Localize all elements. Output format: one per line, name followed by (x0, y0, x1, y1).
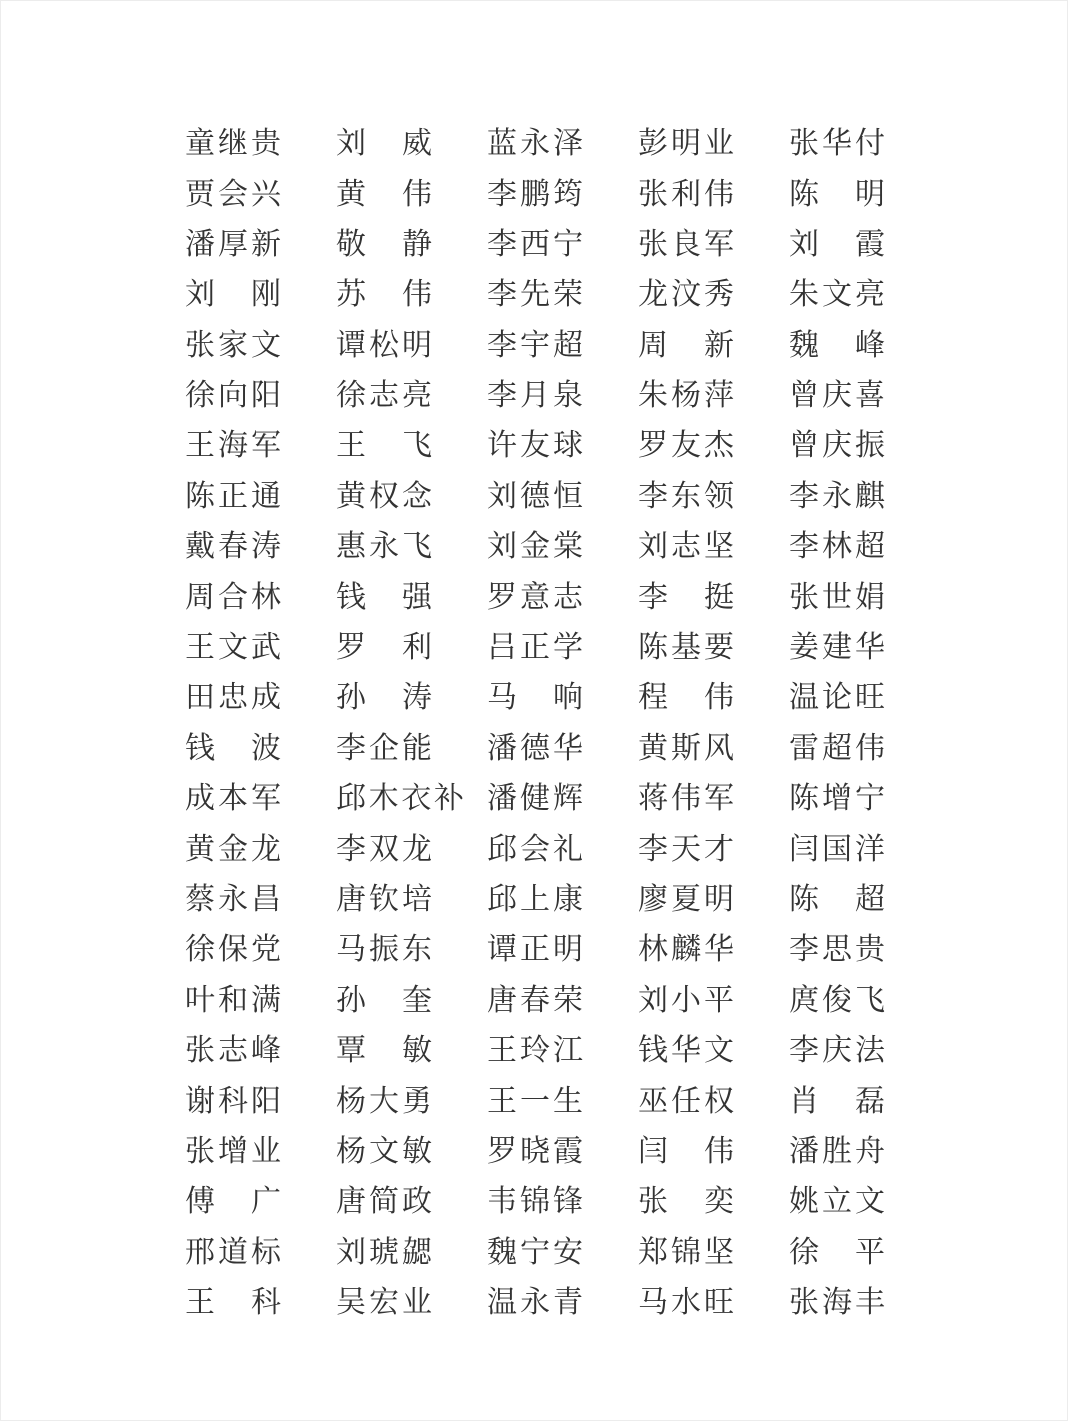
roster-cell (487, 472, 583, 522)
roster-name: 黄金龙 (185, 832, 281, 866)
name-roster (185, 119, 885, 1328)
roster-name: 苏伟 (336, 278, 432, 312)
roster-cell (336, 119, 432, 169)
roster-cell (789, 1278, 885, 1328)
roster-cell (789, 270, 885, 320)
roster-cell (336, 875, 432, 925)
roster-name: 杨文敏 (336, 1134, 432, 1168)
roster-cell (185, 673, 281, 723)
roster-cell (336, 1026, 432, 1076)
roster-cell (336, 169, 432, 219)
roster-cell (487, 169, 583, 219)
roster-name: 李永麒 (789, 479, 885, 513)
roster-name: 魏宁安 (487, 1235, 583, 1269)
roster-name: 王飞 (336, 429, 432, 463)
roster-name: 龙汶秀 (638, 278, 734, 312)
roster-name: 邢道标 (185, 1235, 281, 1269)
roster-name: 李林超 (789, 530, 885, 564)
roster-name: 张世娟 (789, 580, 885, 614)
roster-cell (789, 1026, 885, 1076)
roster-name: 刘威 (336, 127, 432, 161)
roster-cell (185, 774, 281, 824)
roster-cell (336, 1278, 432, 1328)
roster-name: 庹俊飞 (789, 983, 885, 1017)
roster-cell (336, 522, 432, 572)
roster-name: 马水旺 (638, 1286, 734, 1320)
roster-name: 戴春涛 (185, 530, 281, 564)
roster-cell (789, 421, 885, 471)
roster-name: 李思贵 (789, 933, 885, 967)
roster-cell (185, 724, 281, 774)
roster-name: 蒋伟军 (638, 782, 734, 816)
roster-name: 巫任权 (638, 1084, 734, 1118)
roster-name: 陈基要 (638, 631, 734, 665)
roster-name: 李挺 (638, 580, 734, 614)
roster-cell (638, 1228, 734, 1278)
roster-cell (336, 270, 432, 320)
roster-cell (638, 522, 734, 572)
roster-cell (487, 321, 583, 371)
roster-cell (638, 1026, 734, 1076)
roster-cell (185, 321, 281, 371)
roster-cell (638, 421, 734, 471)
roster-name: 陈明 (789, 177, 885, 211)
roster-name: 徐向阳 (185, 379, 281, 413)
roster-cell (185, 1177, 281, 1227)
roster-name: 吴宏业 (336, 1286, 432, 1320)
roster-cell (487, 925, 583, 975)
roster-cell (185, 421, 281, 471)
roster-cell (336, 976, 432, 1026)
roster-cell (638, 976, 734, 1026)
roster-cell (487, 673, 583, 723)
roster-name: 黄伟 (336, 177, 432, 211)
roster-name: 闫国洋 (789, 832, 885, 866)
roster-cell (487, 371, 583, 421)
roster-name: 许友球 (487, 429, 583, 463)
roster-name: 陈增宁 (789, 782, 885, 816)
roster-name: 刘志坚 (638, 530, 734, 564)
roster-name: 马响 (487, 681, 583, 715)
roster-cell (185, 1127, 281, 1177)
roster-name: 朱文亮 (789, 278, 885, 312)
roster-name: 傅广 (185, 1185, 281, 1219)
roster-name: 潘德华 (487, 731, 583, 765)
roster-cell (789, 472, 885, 522)
roster-cell (185, 623, 281, 673)
roster-name: 罗友杰 (638, 429, 734, 463)
roster-cell (789, 220, 885, 270)
roster-cell (336, 220, 432, 270)
roster-cell (638, 824, 734, 874)
roster-name: 黄权念 (336, 479, 432, 513)
roster-name: 刘德恒 (487, 479, 583, 513)
roster-cell (487, 421, 583, 471)
roster-name: 敬静 (336, 227, 432, 261)
roster-cell (336, 1177, 432, 1227)
roster-cell (487, 1127, 583, 1177)
roster-cell (789, 724, 885, 774)
roster-name: 谭正明 (487, 933, 583, 967)
roster-cell (638, 774, 734, 824)
roster-name: 李西宁 (487, 227, 583, 261)
roster-cell (336, 1076, 432, 1126)
roster-cell (487, 270, 583, 320)
roster-cell (638, 573, 734, 623)
roster-name: 钱华文 (638, 1034, 734, 1068)
roster-name: 刘琥勰 (336, 1235, 432, 1269)
roster-cell (789, 623, 885, 673)
roster-name: 张良军 (638, 227, 734, 261)
roster-cell (336, 1228, 432, 1278)
roster-cell (487, 119, 583, 169)
roster-name: 曾庆喜 (789, 379, 885, 413)
roster-cell (638, 270, 734, 320)
roster-name: 童继贵 (185, 127, 281, 161)
roster-cell (789, 925, 885, 975)
roster-cell (185, 1278, 281, 1328)
roster-cell (789, 673, 885, 723)
roster-cell (185, 169, 281, 219)
roster-cell (487, 774, 583, 824)
roster-name: 潘厚新 (185, 227, 281, 261)
roster-name: 罗意志 (487, 580, 583, 614)
roster-name: 闫伟 (638, 1134, 734, 1168)
roster-cell (185, 875, 281, 925)
roster-cell (638, 119, 734, 169)
roster-name: 邱会礼 (487, 832, 583, 866)
roster-cell (336, 421, 432, 471)
roster-name: 张家文 (185, 328, 281, 362)
roster-cell (789, 824, 885, 874)
roster-name: 邱上康 (487, 882, 583, 916)
roster-cell (336, 1127, 432, 1177)
roster-name: 魏峰 (789, 328, 885, 362)
roster-cell (487, 976, 583, 1026)
roster-name: 李企能 (336, 731, 432, 765)
roster-cell (638, 472, 734, 522)
roster-cell (336, 371, 432, 421)
roster-name: 张海丰 (789, 1286, 885, 1320)
roster-name: 李先荣 (487, 278, 583, 312)
roster-name: 张利伟 (638, 177, 734, 211)
roster-name: 韦锦锋 (487, 1185, 583, 1219)
roster-cell (336, 925, 432, 975)
roster-cell (789, 1127, 885, 1177)
roster-name: 田忠成 (185, 681, 281, 715)
roster-cell (789, 371, 885, 421)
roster-name: 温论旺 (789, 681, 885, 715)
roster-name: 蓝永泽 (487, 127, 583, 161)
roster-cell (789, 119, 885, 169)
roster-name: 刘刚 (185, 278, 281, 312)
roster-cell (487, 875, 583, 925)
roster-cell (487, 1026, 583, 1076)
roster-cell (638, 925, 734, 975)
roster-cell (638, 673, 734, 723)
roster-name: 刘小平 (638, 983, 734, 1017)
roster-name: 吕正学 (487, 631, 583, 665)
roster-cell (487, 623, 583, 673)
roster-name: 张增业 (185, 1134, 281, 1168)
roster-name: 周新 (638, 328, 734, 362)
roster-name: 林麟华 (638, 933, 734, 967)
roster-name: 钱波 (185, 731, 281, 765)
roster-cell (789, 522, 885, 572)
roster-cell (638, 220, 734, 270)
roster-cell (638, 875, 734, 925)
roster-cell (638, 724, 734, 774)
roster-name: 唐钦培 (336, 882, 432, 916)
roster-cell (185, 1026, 281, 1076)
roster-name: 李双龙 (336, 832, 432, 866)
roster-cell (336, 321, 432, 371)
roster-cell (185, 220, 281, 270)
roster-name: 王海军 (185, 429, 281, 463)
roster-name: 潘胜舟 (789, 1134, 885, 1168)
roster-name: 李鹏筠 (487, 177, 583, 211)
roster-name: 罗利 (336, 631, 432, 665)
roster-name: 李月泉 (487, 379, 583, 413)
roster-cell (789, 875, 885, 925)
roster-cell (789, 169, 885, 219)
roster-name: 钱强 (336, 580, 432, 614)
roster-cell (336, 472, 432, 522)
roster-name: 成本军 (185, 782, 281, 816)
roster-name: 唐简政 (336, 1185, 432, 1219)
roster-name: 李庆法 (789, 1034, 885, 1068)
roster-cell (185, 270, 281, 320)
roster-cell (789, 1177, 885, 1227)
roster-cell (185, 522, 281, 572)
roster-name: 郑锦坚 (638, 1235, 734, 1269)
roster-cell (487, 220, 583, 270)
roster-cell (336, 724, 432, 774)
roster-cell (185, 573, 281, 623)
roster-name: 叶和满 (185, 983, 281, 1017)
roster-name: 王玲江 (487, 1034, 583, 1068)
roster-cell (185, 976, 281, 1026)
roster-name: 曾庆振 (789, 429, 885, 463)
roster-name: 罗晓霞 (487, 1134, 583, 1168)
roster-name: 杨大勇 (336, 1084, 432, 1118)
roster-name: 马振东 (336, 933, 432, 967)
roster-name: 惠永飞 (336, 530, 432, 564)
roster-cell (638, 623, 734, 673)
roster-cell (487, 522, 583, 572)
roster-name: 陈正通 (185, 479, 281, 513)
roster-cell (336, 774, 464, 824)
roster-name: 徐保党 (185, 933, 281, 967)
roster-cell (789, 976, 885, 1026)
roster-name: 谢科阳 (185, 1084, 281, 1118)
roster-cell (185, 1076, 281, 1126)
roster-cell (487, 1228, 583, 1278)
roster-name: 覃敏 (336, 1034, 432, 1068)
roster-cell (185, 925, 281, 975)
roster-name: 王科 (185, 1286, 281, 1320)
roster-name: 蔡永昌 (185, 882, 281, 916)
roster-cell (185, 119, 281, 169)
roster-name: 徐平 (789, 1235, 885, 1269)
roster-name: 谭松明 (336, 328, 432, 362)
roster-cell (487, 573, 583, 623)
roster-cell (487, 824, 583, 874)
roster-cell (638, 321, 734, 371)
roster-cell (638, 1278, 734, 1328)
roster-name: 彭明业 (638, 127, 734, 161)
roster-name: 张华付 (789, 127, 885, 161)
roster-cell (487, 1177, 583, 1227)
roster-name: 孙奎 (336, 983, 432, 1017)
roster-name: 黄斯风 (638, 731, 734, 765)
roster-cell (638, 169, 734, 219)
roster-cell (789, 573, 885, 623)
roster-name: 刘金棠 (487, 530, 583, 564)
roster-cell (185, 371, 281, 421)
roster-name: 王文武 (185, 631, 281, 665)
roster-name: 孙涛 (336, 681, 432, 715)
roster-cell (487, 1278, 583, 1328)
roster-cell (185, 824, 281, 874)
roster-name: 廖夏明 (638, 882, 734, 916)
roster-name: 李东领 (638, 479, 734, 513)
roster-cell (789, 1228, 885, 1278)
roster-name: 刘霞 (789, 227, 885, 261)
roster-cell (789, 1076, 885, 1126)
roster-name: 周合林 (185, 580, 281, 614)
roster-cell (789, 321, 885, 371)
roster-name: 温永青 (487, 1286, 583, 1320)
roster-cell (336, 824, 432, 874)
roster-cell (185, 1228, 281, 1278)
roster-name: 李宇超 (487, 328, 583, 362)
roster-cell (336, 573, 432, 623)
roster-cell (638, 1177, 734, 1227)
roster-cell (336, 623, 432, 673)
roster-name: 姜建华 (789, 631, 885, 665)
roster-cell (487, 1076, 583, 1126)
roster-name: 徐志亮 (336, 379, 432, 413)
roster-cell (336, 673, 432, 723)
roster-name: 朱杨萍 (638, 379, 734, 413)
roster-name: 王一生 (487, 1084, 583, 1118)
roster-name: 姚立文 (789, 1185, 885, 1219)
roster-cell (638, 1127, 734, 1177)
roster-name: 张志峰 (185, 1034, 281, 1068)
roster-name: 唐春荣 (487, 983, 583, 1017)
roster-name: 邱木衣补 (336, 782, 464, 816)
roster-name: 张奕 (638, 1185, 734, 1219)
roster-name: 贾会兴 (185, 177, 281, 211)
roster-name: 陈超 (789, 882, 885, 916)
roster-cell (487, 724, 583, 774)
roster-cell (638, 1076, 734, 1126)
roster-name: 潘健辉 (487, 782, 583, 816)
roster-cell (638, 371, 734, 421)
roster-name: 程伟 (638, 681, 734, 715)
roster-name: 肖磊 (789, 1084, 885, 1118)
roster-cell (789, 774, 885, 824)
roster-name: 李天才 (638, 832, 734, 866)
roster-cell (185, 472, 281, 522)
roster-name: 雷超伟 (789, 731, 885, 765)
